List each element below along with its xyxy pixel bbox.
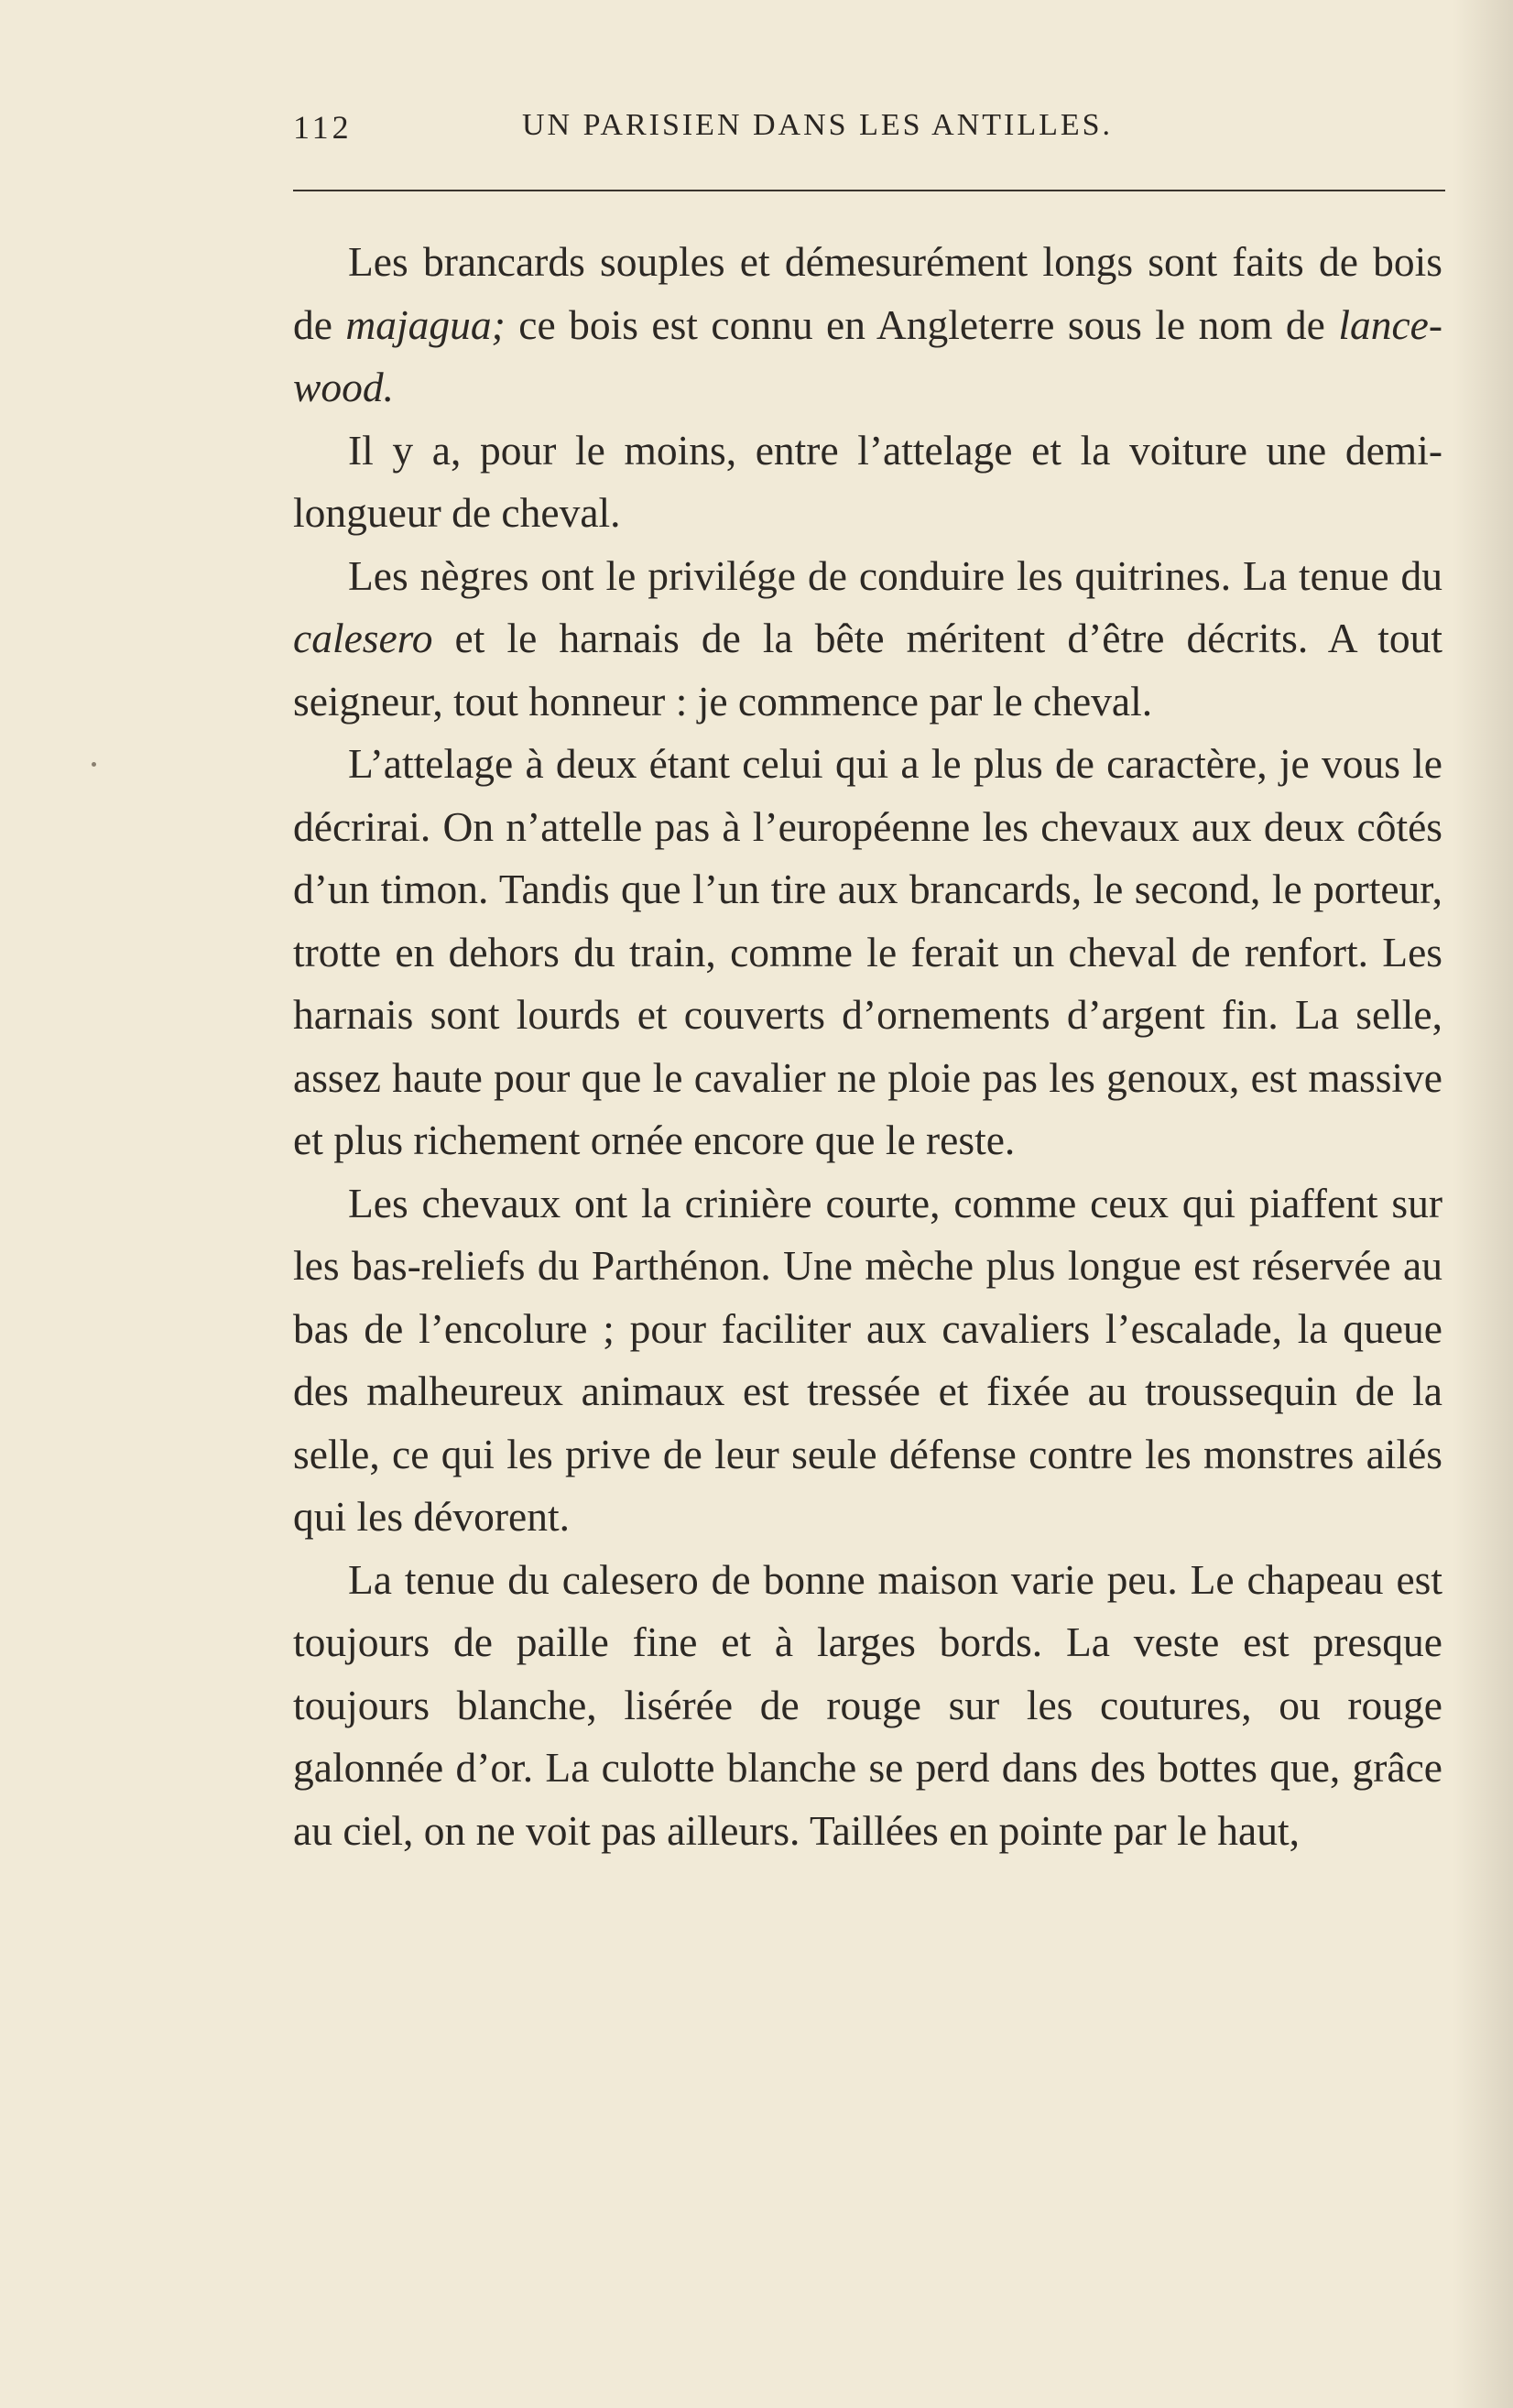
italic-term-calesero: calesero — [293, 615, 433, 661]
paragraph-6 — [293, 1549, 1442, 1863]
text-segment: et le harnais de la bête méritent d’être décrits. A tout seigneur, tout honneur : je commence par le cheval. — [293, 615, 1442, 725]
header-rule — [293, 190, 1445, 191]
text-segment: L’attelage à deux étant celui qui a le plus de caractère, je vous le décrirai. On n’attelle pas à l’européenne les chevaux aux deux côtés d’un timon. Tandis que l’un tire aux brancards, le second, le porteur, trotte en dehors du train, comme le ferait un cheval de renfort. Les harnais sont lourds et couverts d’ornements d’argent fin. La selle, assez haute pour que le cavalier ne ploie pas les genoux, est massive et plus richement ornée encore que le reste. — [293, 740, 1442, 1163]
text-segment: Les nègres ont le privilége de conduire les quitrines. La tenue du — [348, 551, 1442, 599]
italic-term-lance-wood: lance-wood. — [293, 300, 1442, 410]
italic-term-majagua: majagua; — [345, 300, 506, 348]
paragraph-1 — [293, 231, 1442, 419]
paragraph-3 — [293, 545, 1442, 734]
margin-speck — [92, 762, 96, 767]
text-segment: Les chevaux ont la crinière courte, comme ceux qui piaffent sur les bas-reliefs du Parthénon. Une mèche plus longue est réservée au bas de l’encolure ; pour faciliter aux cavaliers l’escalade, la queue des malheureux animaux est tressée et fixée au troussequin de la selle, ce qui les prive de leur seule défense contre les monstres ailés qui les dévorent. — [293, 1179, 1442, 1540]
text-segment: La tenue du calesero de bonne maison varie peu. Le chapeau est toujours de paille fine et à larges bords. La veste est presque toujours blanche, lisérée de rouge sur les coutures, ou rouge galonnée d’or. La culotte blanche se perd dans des bottes que, grâce au ciel, on ne voit pas ailleurs. Taillées en pointe par le haut, — [293, 1555, 1442, 1854]
paragraph-5 — [293, 1172, 1442, 1549]
running-head: UN PARISIEN DANS LES ANTILLES. — [522, 108, 1114, 142]
text-segment: Il y a, pour le moins, entre l’attelage et la voiture une demi-longueur de cheval. — [293, 426, 1442, 536]
body-text — [293, 231, 1442, 1862]
text-segment: ce bois est connu en Angleterre sous le nom de — [505, 300, 1339, 348]
paragraph-4 — [293, 733, 1442, 1172]
text-segment: Les brancards souples et démesurément longs sont faits de bois de — [293, 238, 1442, 348]
page-header — [293, 108, 1475, 163]
page-number: 112 — [293, 109, 353, 146]
paragraph-2 — [293, 419, 1442, 545]
